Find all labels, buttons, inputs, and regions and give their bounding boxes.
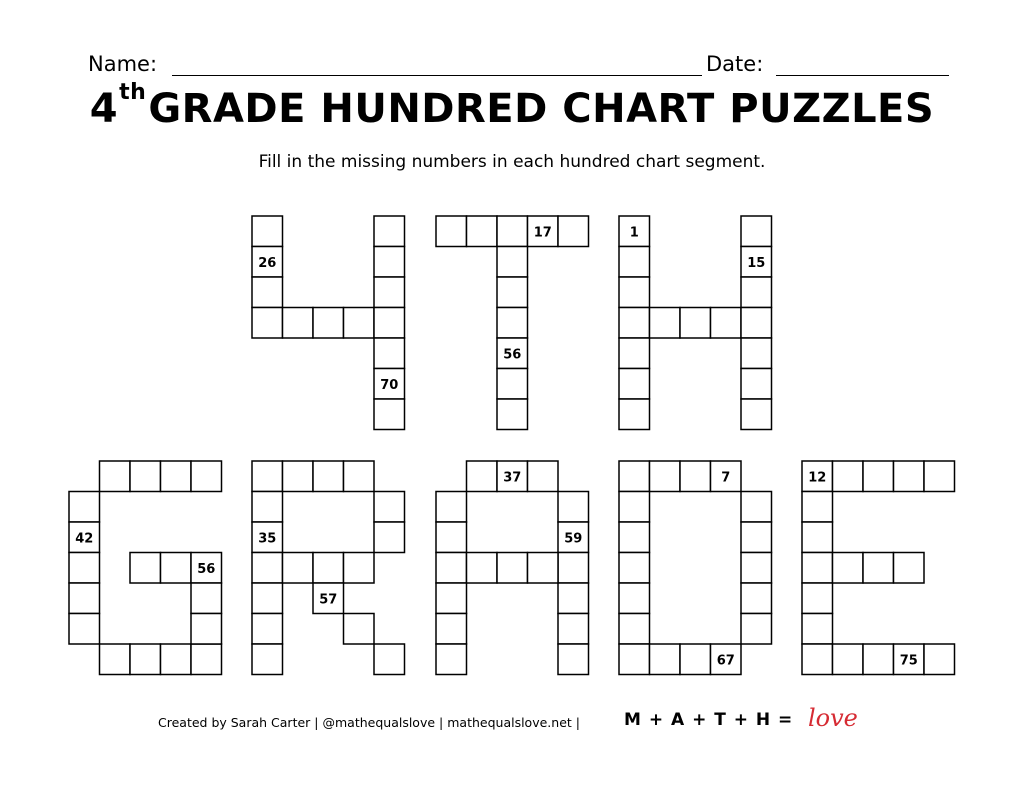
- grid-cell[interactable]: [191, 644, 222, 675]
- grid-cell[interactable]: [833, 553, 864, 584]
- grid-cell[interactable]: [344, 308, 375, 339]
- clue-number: 12: [808, 470, 827, 486]
- grid-cell[interactable]: [619, 644, 650, 675]
- brand-love-word: love: [808, 704, 858, 732]
- separator: |: [575, 715, 580, 730]
- grid-cell[interactable]: [313, 308, 344, 339]
- grid-cell[interactable]: [344, 461, 375, 492]
- letter-H-puzzle: [619, 216, 772, 430]
- title-superscript: th: [119, 80, 147, 105]
- clue-number: 75: [899, 653, 918, 669]
- grid-cell[interactable]: [497, 277, 528, 308]
- grid-cell[interactable]: [497, 369, 528, 400]
- grid-cell[interactable]: [802, 492, 833, 523]
- grid-cell[interactable]: [283, 553, 314, 584]
- grid-cell[interactable]: [313, 553, 344, 584]
- grid-cell[interactable]: [528, 461, 559, 492]
- grid-cell[interactable]: [741, 399, 772, 430]
- grid-cell[interactable]: [650, 308, 681, 339]
- grid-cell[interactable]: [619, 277, 650, 308]
- clue-number: 67: [716, 653, 735, 669]
- grid-cell[interactable]: [436, 583, 467, 614]
- grid-cell[interactable]: [497, 553, 528, 584]
- grid-cell[interactable]: [313, 461, 344, 492]
- grid-cell[interactable]: [344, 614, 375, 645]
- grid-cell[interactable]: [436, 492, 467, 523]
- grid-cell[interactable]: [741, 492, 772, 523]
- grid-cell[interactable]: [741, 583, 772, 614]
- title-rest: GRADE HUNDRED CHART PUZZLES: [148, 86, 935, 132]
- grid-cell[interactable]: [741, 338, 772, 369]
- grid-cell[interactable]: [619, 338, 650, 369]
- grid-cell[interactable]: [436, 614, 467, 645]
- grid-cell[interactable]: [528, 553, 559, 584]
- grid-cell[interactable]: [802, 644, 833, 675]
- grid-cell[interactable]: [650, 644, 681, 675]
- letter-E-puzzle: [802, 461, 955, 675]
- grid-cell[interactable]: [894, 461, 925, 492]
- title-prefix: 4: [89, 86, 119, 132]
- grid-cell[interactable]: [741, 277, 772, 308]
- clue-number: 35: [258, 531, 277, 547]
- grid-cell[interactable]: [680, 308, 711, 339]
- grid-cell[interactable]: [374, 492, 405, 523]
- grid-cell[interactable]: [283, 461, 314, 492]
- grid-cell[interactable]: [467, 216, 498, 247]
- grid-cell[interactable]: [191, 614, 222, 645]
- clue-number: 56: [197, 561, 216, 577]
- grid-cell[interactable]: [802, 553, 833, 584]
- grid-cell[interactable]: [191, 583, 222, 614]
- grid-cell[interactable]: [924, 644, 955, 675]
- grid-cell[interactable]: [619, 522, 650, 553]
- grid-cell[interactable]: [130, 644, 161, 675]
- grid-cell[interactable]: [252, 492, 283, 523]
- grid-cell[interactable]: [833, 461, 864, 492]
- letter-4-puzzle: [252, 216, 405, 430]
- grid-cell[interactable]: [436, 216, 467, 247]
- grid-cell[interactable]: [283, 308, 314, 339]
- grid-cell[interactable]: [252, 308, 283, 339]
- grid-cell[interactable]: [374, 338, 405, 369]
- clue-number: 15: [747, 255, 766, 271]
- social-handle: @mathequalslove: [322, 715, 436, 730]
- grid-cell[interactable]: [374, 216, 405, 247]
- grid-cell[interactable]: [741, 369, 772, 400]
- date-label: Date:: [706, 52, 764, 76]
- grid-cell[interactable]: [619, 308, 650, 339]
- website: mathequalslove.net: [447, 715, 572, 730]
- clue-number: 26: [258, 255, 277, 271]
- grid-cell[interactable]: [558, 216, 589, 247]
- grid-cell[interactable]: [497, 247, 528, 278]
- grid-cell[interactable]: [374, 399, 405, 430]
- grid-cell[interactable]: [436, 644, 467, 675]
- clue-number: 1: [629, 225, 639, 241]
- footer-credits: [158, 715, 580, 730]
- name-label: Name:: [88, 52, 158, 76]
- grid-cell[interactable]: [374, 277, 405, 308]
- grid-cell[interactable]: [69, 553, 100, 584]
- grid-cell[interactable]: [680, 644, 711, 675]
- grid-cell[interactable]: [619, 247, 650, 278]
- grid-cell[interactable]: [130, 461, 161, 492]
- grid-cell[interactable]: [497, 399, 528, 430]
- grid-cell[interactable]: [558, 553, 589, 584]
- grid-cell[interactable]: [619, 461, 650, 492]
- grid-cell[interactable]: [130, 553, 161, 584]
- letter-R-puzzle: [252, 461, 405, 675]
- grid-cell[interactable]: [741, 308, 772, 339]
- grid-cell[interactable]: [252, 583, 283, 614]
- grid-cell[interactable]: [924, 461, 955, 492]
- grid-cell[interactable]: [680, 461, 711, 492]
- letter-T-puzzle: [436, 216, 589, 430]
- grid-cell[interactable]: [191, 461, 222, 492]
- grid-cell[interactable]: [374, 644, 405, 675]
- grid-cell[interactable]: [558, 614, 589, 645]
- letter-A-puzzle: [436, 461, 589, 675]
- clue-number: 57: [319, 592, 338, 608]
- grid-cell[interactable]: [252, 644, 283, 675]
- letter-D-puzzle: [619, 461, 772, 675]
- grid-cell[interactable]: [741, 522, 772, 553]
- clue-number: 37: [503, 470, 522, 486]
- separator: |: [314, 715, 319, 730]
- grid-cell[interactable]: [69, 614, 100, 645]
- grid-cell[interactable]: [863, 644, 894, 675]
- grid-cell[interactable]: [69, 492, 100, 523]
- grid-cell[interactable]: [467, 461, 498, 492]
- grid-cell[interactable]: [252, 277, 283, 308]
- grid-cell[interactable]: [619, 492, 650, 523]
- grid-cell[interactable]: [252, 553, 283, 584]
- grid-cell[interactable]: [252, 216, 283, 247]
- grid-cell[interactable]: [161, 644, 192, 675]
- grid-cell[interactable]: [436, 522, 467, 553]
- grid-cell[interactable]: [69, 583, 100, 614]
- grid-cell[interactable]: [252, 461, 283, 492]
- grid-cell[interactable]: [711, 308, 742, 339]
- grid-cell[interactable]: [650, 461, 681, 492]
- separator: |: [439, 715, 444, 730]
- grid-cell[interactable]: [619, 583, 650, 614]
- clue-number: 7: [721, 470, 731, 486]
- grid-cell[interactable]: [741, 614, 772, 645]
- grid-cell[interactable]: [436, 553, 467, 584]
- grid-cell[interactable]: [619, 399, 650, 430]
- grid-cell[interactable]: [619, 369, 650, 400]
- grid-cell[interactable]: [619, 553, 650, 584]
- grid-cell[interactable]: [100, 461, 131, 492]
- grid-cell[interactable]: [863, 461, 894, 492]
- grid-cell[interactable]: [802, 522, 833, 553]
- grid-cell[interactable]: [374, 247, 405, 278]
- grid-cell[interactable]: [619, 614, 650, 645]
- grid-cell[interactable]: [497, 216, 528, 247]
- grid-cell[interactable]: [833, 644, 864, 675]
- grid-cell[interactable]: [863, 553, 894, 584]
- clue-number: 56: [503, 347, 522, 363]
- grid-cell[interactable]: [161, 461, 192, 492]
- clue-number: 59: [564, 531, 583, 547]
- letter-G-puzzle: [69, 461, 222, 675]
- grid-cell[interactable]: [741, 553, 772, 584]
- grid-cell[interactable]: [100, 644, 131, 675]
- grid-cell[interactable]: [344, 553, 375, 584]
- grid-cell[interactable]: [467, 553, 498, 584]
- clue-number: 70: [380, 377, 399, 393]
- grid-cell[interactable]: [252, 614, 283, 645]
- instructions: Fill in the missing numbers in each hundred chart segment.: [258, 152, 766, 172]
- grid-cell[interactable]: [374, 308, 405, 339]
- grid-cell[interactable]: [558, 492, 589, 523]
- credit-text: Created by Sarah Carter: [158, 715, 311, 730]
- grid-cell[interactable]: [894, 553, 925, 584]
- grid-cell[interactable]: [741, 216, 772, 247]
- grid-cell[interactable]: [802, 614, 833, 645]
- grid-cell[interactable]: [558, 644, 589, 675]
- grid-cell[interactable]: [558, 583, 589, 614]
- clue-number: 42: [75, 531, 94, 547]
- clue-number: 17: [533, 225, 552, 241]
- grid-cell[interactable]: [374, 522, 405, 553]
- grid-cell[interactable]: [802, 583, 833, 614]
- grid-cell[interactable]: [161, 553, 192, 584]
- grid-cell[interactable]: [497, 308, 528, 339]
- brand-logo: M + A + T + H =: [624, 710, 794, 730]
